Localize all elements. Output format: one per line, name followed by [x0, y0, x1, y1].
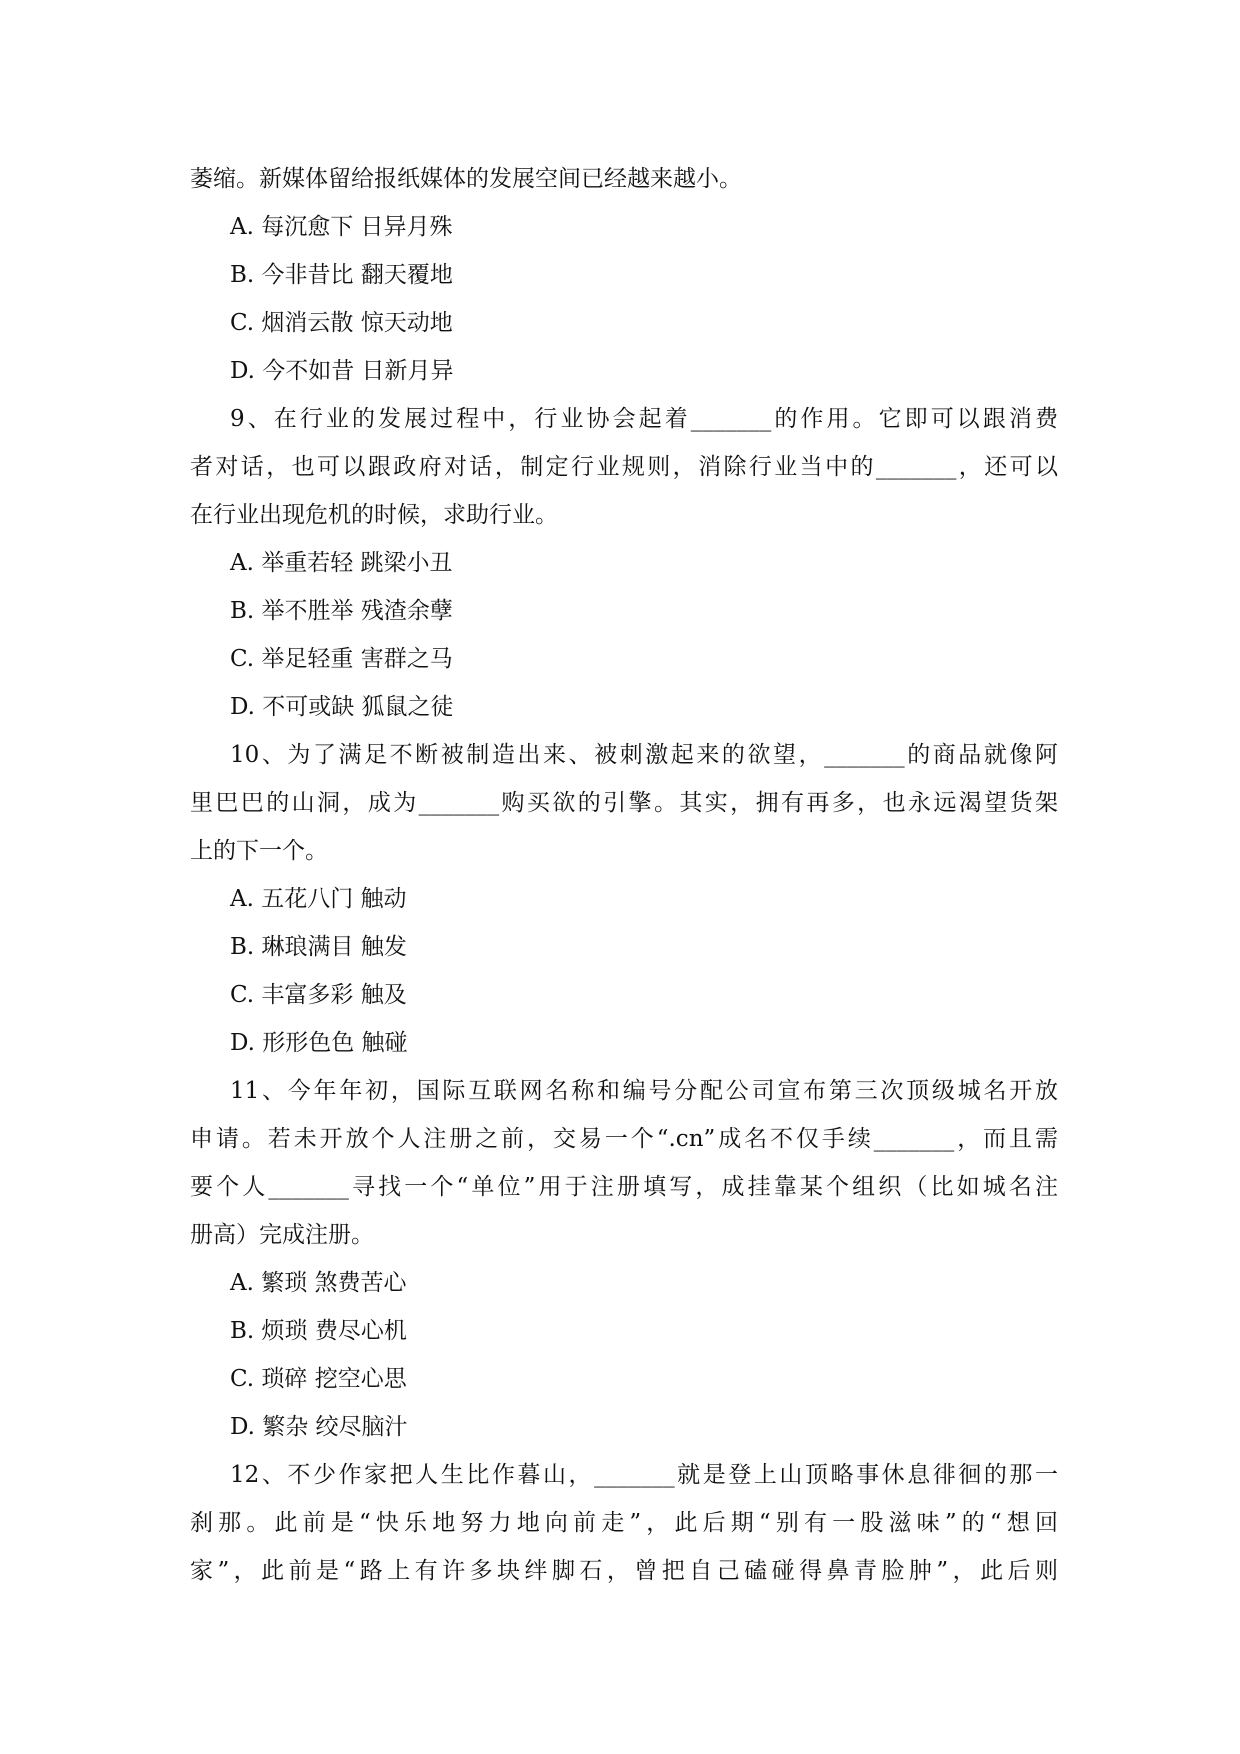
option-line: D. 今不如昔 日新月异	[230, 358, 454, 384]
option-line: A. 每沉愈下 日异月殊	[230, 214, 453, 240]
question-line: 要个人_______寻找一个“单位”用于注册填写，成挂靠某个组织（比如城名注	[190, 1174, 1058, 1200]
option-line: B. 烦琐 费尽心机	[230, 1318, 407, 1344]
question-line: 上的下一个。	[190, 838, 328, 864]
question-line: 12、不少作家把人生比作暮山，_______就是登上山顶略事休息徘徊的那一	[230, 1462, 1058, 1488]
option-line: C. 琐碎 挖空心思	[230, 1366, 407, 1392]
option-line: B. 举不胜举 残渣余孽	[230, 598, 453, 624]
option-line: D. 不可或缺 狐鼠之徒	[230, 694, 454, 720]
question-line: 11、今年年初，国际互联网名称和编号分配公司宣布第三次顶级城名开放	[230, 1078, 1058, 1104]
question-line: 申请。若未开放个人注册之前，交易一个“.cn”成名不仅手续_______，而且需	[190, 1126, 1058, 1152]
option-line: A. 五花八门 触动	[230, 886, 407, 912]
question-line: 10、为了满足不断被制造出来、被刺激起来的欲望，_______的商品就像阿	[230, 742, 1058, 768]
option-line: D. 繁杂 绞尽脑汁	[230, 1414, 408, 1440]
question-line: 9、在行业的发展过程中，行业协会起着_______的作用。它即可以跟消费	[230, 406, 1058, 432]
option-line: C. 烟消云散 惊天动地	[230, 310, 453, 336]
option-line: B. 今非昔比 翻天覆地	[230, 262, 453, 288]
option-line: A. 举重若轻 跳梁小丑	[230, 550, 453, 576]
option-line: B. 琳琅满目 触发	[230, 934, 407, 960]
question-line: 里巴巴的山洞，成为_______购买欲的引擎。其实，拥有再多，也永远渴望货架	[190, 790, 1058, 816]
question-line: 家”，此前是“路上有许多块绊脚石，曾把自己磕碰得鼻青脸肿”，此后则	[190, 1558, 1058, 1584]
question-line: 册高）完成注册。	[190, 1222, 374, 1248]
option-line: A. 繁琐 煞费苦心	[230, 1270, 407, 1296]
question-line: 在行业出现危机的时候，求助行业。	[190, 502, 558, 528]
text-line: 萎缩。新媒体留给报纸媒体的发展空间已经越来越小。	[190, 166, 742, 192]
option-line: C. 举足轻重 害群之马	[230, 646, 453, 672]
document-body	[190, 155, 1058, 1595]
question-line: 者对话，也可以跟政府对话，制定行业规则，消除行业当中的_______，还可以	[190, 454, 1058, 480]
question-line: 刹那。此前是“快乐地努力地向前走”，此后期“别有一股滋味”的“想回	[190, 1510, 1058, 1536]
option-line: C. 丰富多彩 触及	[230, 982, 407, 1008]
option-line: D. 形形色色 触碰	[230, 1030, 408, 1056]
